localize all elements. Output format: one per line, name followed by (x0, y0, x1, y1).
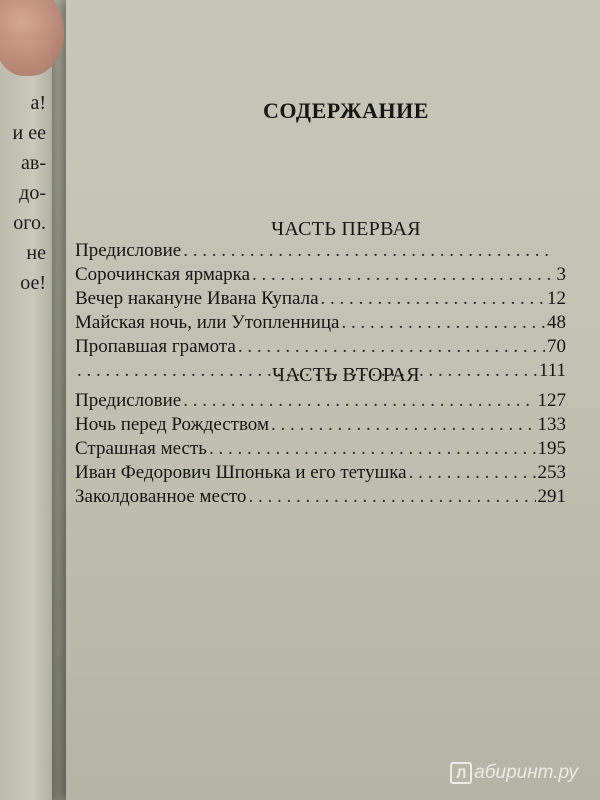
toc-entry (75, 438, 566, 462)
toc-leader-dots (183, 390, 535, 412)
left-page-fragment: а! (30, 92, 46, 114)
toc-entry-title: Вечер накануне Ивана Купала (75, 288, 319, 309)
toc-page-number: 111 (538, 360, 566, 381)
toc-entry-title: Сорочинская ярмарка (75, 264, 251, 285)
toc-page-number: 291 (537, 486, 566, 507)
toc-entry (75, 414, 566, 438)
labirint-logo-icon: Л (450, 762, 472, 784)
toc-leader-dots (409, 462, 536, 484)
page-title: СОДЕРЖАНИЕ (263, 98, 429, 123)
toc-page-number: 133 (537, 414, 566, 435)
toc-entry-title: Иван Федорович Шпонька и его тетушка (75, 462, 407, 483)
toc-page-number: 70 (547, 336, 566, 357)
toc-entry (75, 462, 566, 486)
part-two-toc (75, 390, 566, 510)
toc-entry-title: Заколдованное место (75, 486, 247, 507)
left-page-fragment: и ее (12, 122, 46, 144)
toc-leader-dots (321, 288, 545, 310)
toc-entry-title: Предисловие (75, 390, 182, 411)
part-one-heading: ЧАСТЬ ПЕРВАЯ (271, 218, 421, 240)
toc-leader-dots (341, 312, 545, 334)
labirint-watermark (450, 762, 578, 784)
toc-leader-dots (271, 414, 536, 436)
toc-entry (75, 486, 566, 510)
toc-entry (75, 264, 566, 288)
toc-entry-title: Страшная месть (75, 438, 207, 459)
toc-entry-title: Пропавшая грамота (75, 336, 236, 357)
toc-page-number: 12 (547, 288, 566, 309)
toc-leader-dots (252, 264, 554, 286)
book-page (66, 0, 600, 800)
toc-entry-title: Ночь перед Рождеством (75, 414, 269, 435)
toc-entry (75, 240, 566, 264)
toc-page-number: 48 (547, 312, 566, 333)
toc-leader-dots (209, 438, 536, 460)
left-page-fragment: ого. (13, 212, 46, 234)
thumb-finger (0, 0, 64, 76)
left-page-edge (0, 40, 52, 800)
part-one-toc (75, 240, 566, 384)
toc-page-number: 127 (537, 390, 566, 411)
left-page-fragment: ав- (21, 152, 46, 174)
left-page-fragment: не (26, 242, 46, 264)
toc-entry (75, 312, 566, 336)
toc-entry-title: Предисловие (75, 240, 182, 261)
toc-entry (75, 288, 566, 312)
toc-page-number: 253 (537, 462, 566, 483)
toc-entry-title: Майская ночь, или Утопленница (75, 312, 340, 333)
toc-leader-dots (248, 486, 535, 508)
toc-entry (75, 390, 566, 414)
left-page-fragment: до- (19, 182, 46, 204)
left-page-fragment: ое! (20, 272, 46, 294)
part-two-heading: ЧАСТЬ ВТОРАЯ (272, 364, 420, 386)
toc-page-number: 195 (537, 438, 566, 459)
toc-page-number: 3 (556, 264, 566, 285)
toc-leader-dots (238, 336, 545, 358)
toc-entry (75, 336, 566, 360)
toc-leader-dots (183, 240, 554, 262)
watermark-text: абиринт.ру (474, 762, 578, 783)
